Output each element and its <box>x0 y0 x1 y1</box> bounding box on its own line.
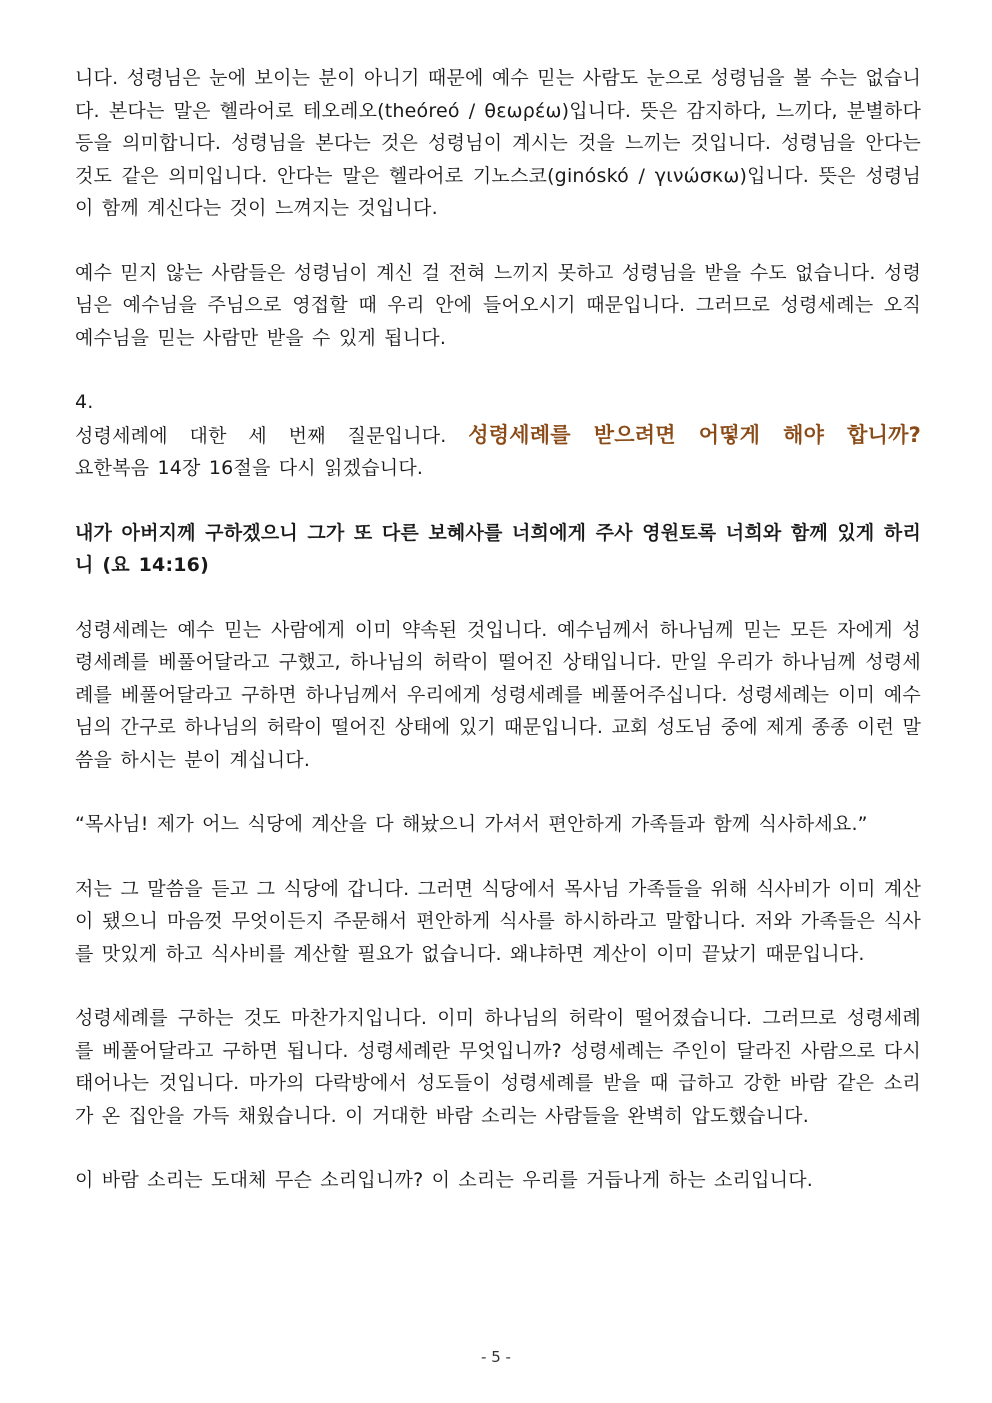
paragraph-promised-baptism: 성령세례는 예수 믿는 사람에게 이미 약속된 것입니다. 예수님께서 하나님께 믿는 모든 자에게 성령세례를 베풀어달라고 구했고, 하나님의 허락이 떨어진 상태입니다. 만일 우리가 하나님께 성령세례를 베풀어달라고 구하면 하나님께서 우리에게 성령세례를 베풀어주십니다. 성령세례는 이미 예수님의 간구로 하나님의 허락이 떨어진 상태에 있기 때문입니다. 교회 성도님 중에 제게 종종 이런 말씀을 하시는 분이 계십니다. <box>75 618 921 771</box>
section-number: 4. <box>75 391 94 413</box>
paragraph-asking-baptism: 성령세례를 구하는 것도 마찬가지입니다. 이미 하나님의 허락이 떨어졌습니다. 그러므로 성령세례를 베풀어달라고 구하면 됩니다. 성령세례란 무엇입니까? 성령세례는 주인이 달라진 사람으로 다시 태어나는 것입니다. 마가의 다락방에서 성도들이 성령세례를 받을 때 급하고 강한 바람 같은 소리가 온 집안을 가득 채웠습니다. 이 거대한 바람 소리는 사람들을 완벽히 압도했습니다. <box>75 1007 921 1127</box>
bible-verse-john-14-16: 내가 아버지께 구하겠으니 그가 또 다른 보혜사를 너희에게 주사 영원토록 너희와 함께 있게 하리니 (요 14:16) <box>75 521 921 576</box>
document-body <box>75 62 921 1197</box>
quote-restaurant: “목사님! 제가 어느 식당에 계산을 다 해놨으니 가셔서 편안하게 가족들과 함께 식사하세요.” <box>75 813 868 835</box>
third-question-reading-note: 요한복음 14장 16절을 다시 읽겠습니다. <box>75 457 424 479</box>
page-number: - 5 - <box>481 1348 511 1366</box>
third-question-paragraph <box>75 419 921 453</box>
paragraph-restaurant-story: 저는 그 말씀을 듣고 그 식당에 갑니다. 그러면 식당에서 목사님 가족들을 위해 식사비가 이미 계산이 됐으니 마음껏 무엇이든지 주문해서 편안하게 식사를 하시하라고 말합니다. 저와 가족들은 식사를 맛있게 하고 식사비를 계산할 필요가 없습니다. 왜냐하면 계산이 이미 끝났기 때문입니다. <box>75 877 921 965</box>
paragraph-holy-spirit-seeing-knowing: 니다. 성령님은 눈에 보이는 분이 아니기 때문에 예수 믿는 사람도 눈으로 성령님을 볼 수는 없습니다. 본다는 말은 헬라어로 테오레오(theóreó / θεωρέω)입니다. 뜻은 감지하다, 느끼다, 분별하다 등을 의미합니다. 성령님을 본다는 것은 성령님이 계시는 것을 느끼는 것입니다. 성령님을 안다는 것도 같은 의미입니다. 안다는 말은 헬라어로 기노스코(ginóskó / γινώσκω)입니다. 뜻은 성령님이 함께 계신다는 것이 느껴지는 것입니다. <box>75 67 921 219</box>
third-question-intro: 성령세례에 대한 세 번째 질문입니다. <box>75 424 469 447</box>
third-question-highlight: 성령세례를 받으려면 어떻게 해야 합니까? <box>468 422 922 447</box>
paragraph-wind-sound: 이 바람 소리는 도대체 무슨 소리입니까? 이 소리는 우리를 거듭나게 하는 소리입니다. <box>75 1169 813 1191</box>
paragraph-unbelievers: 예수 믿지 않는 사람들은 성령님이 계신 걸 전혀 느끼지 못하고 성령님을 받을 수도 없습니다. 성령님은 예수님을 주님으로 영접할 때 우리 안에 들어오시기 때문입니다. 그러므로 성령세례는 오직 예수님을 믿는 사람만 받을 수 있게 됩니다. <box>75 261 921 349</box>
